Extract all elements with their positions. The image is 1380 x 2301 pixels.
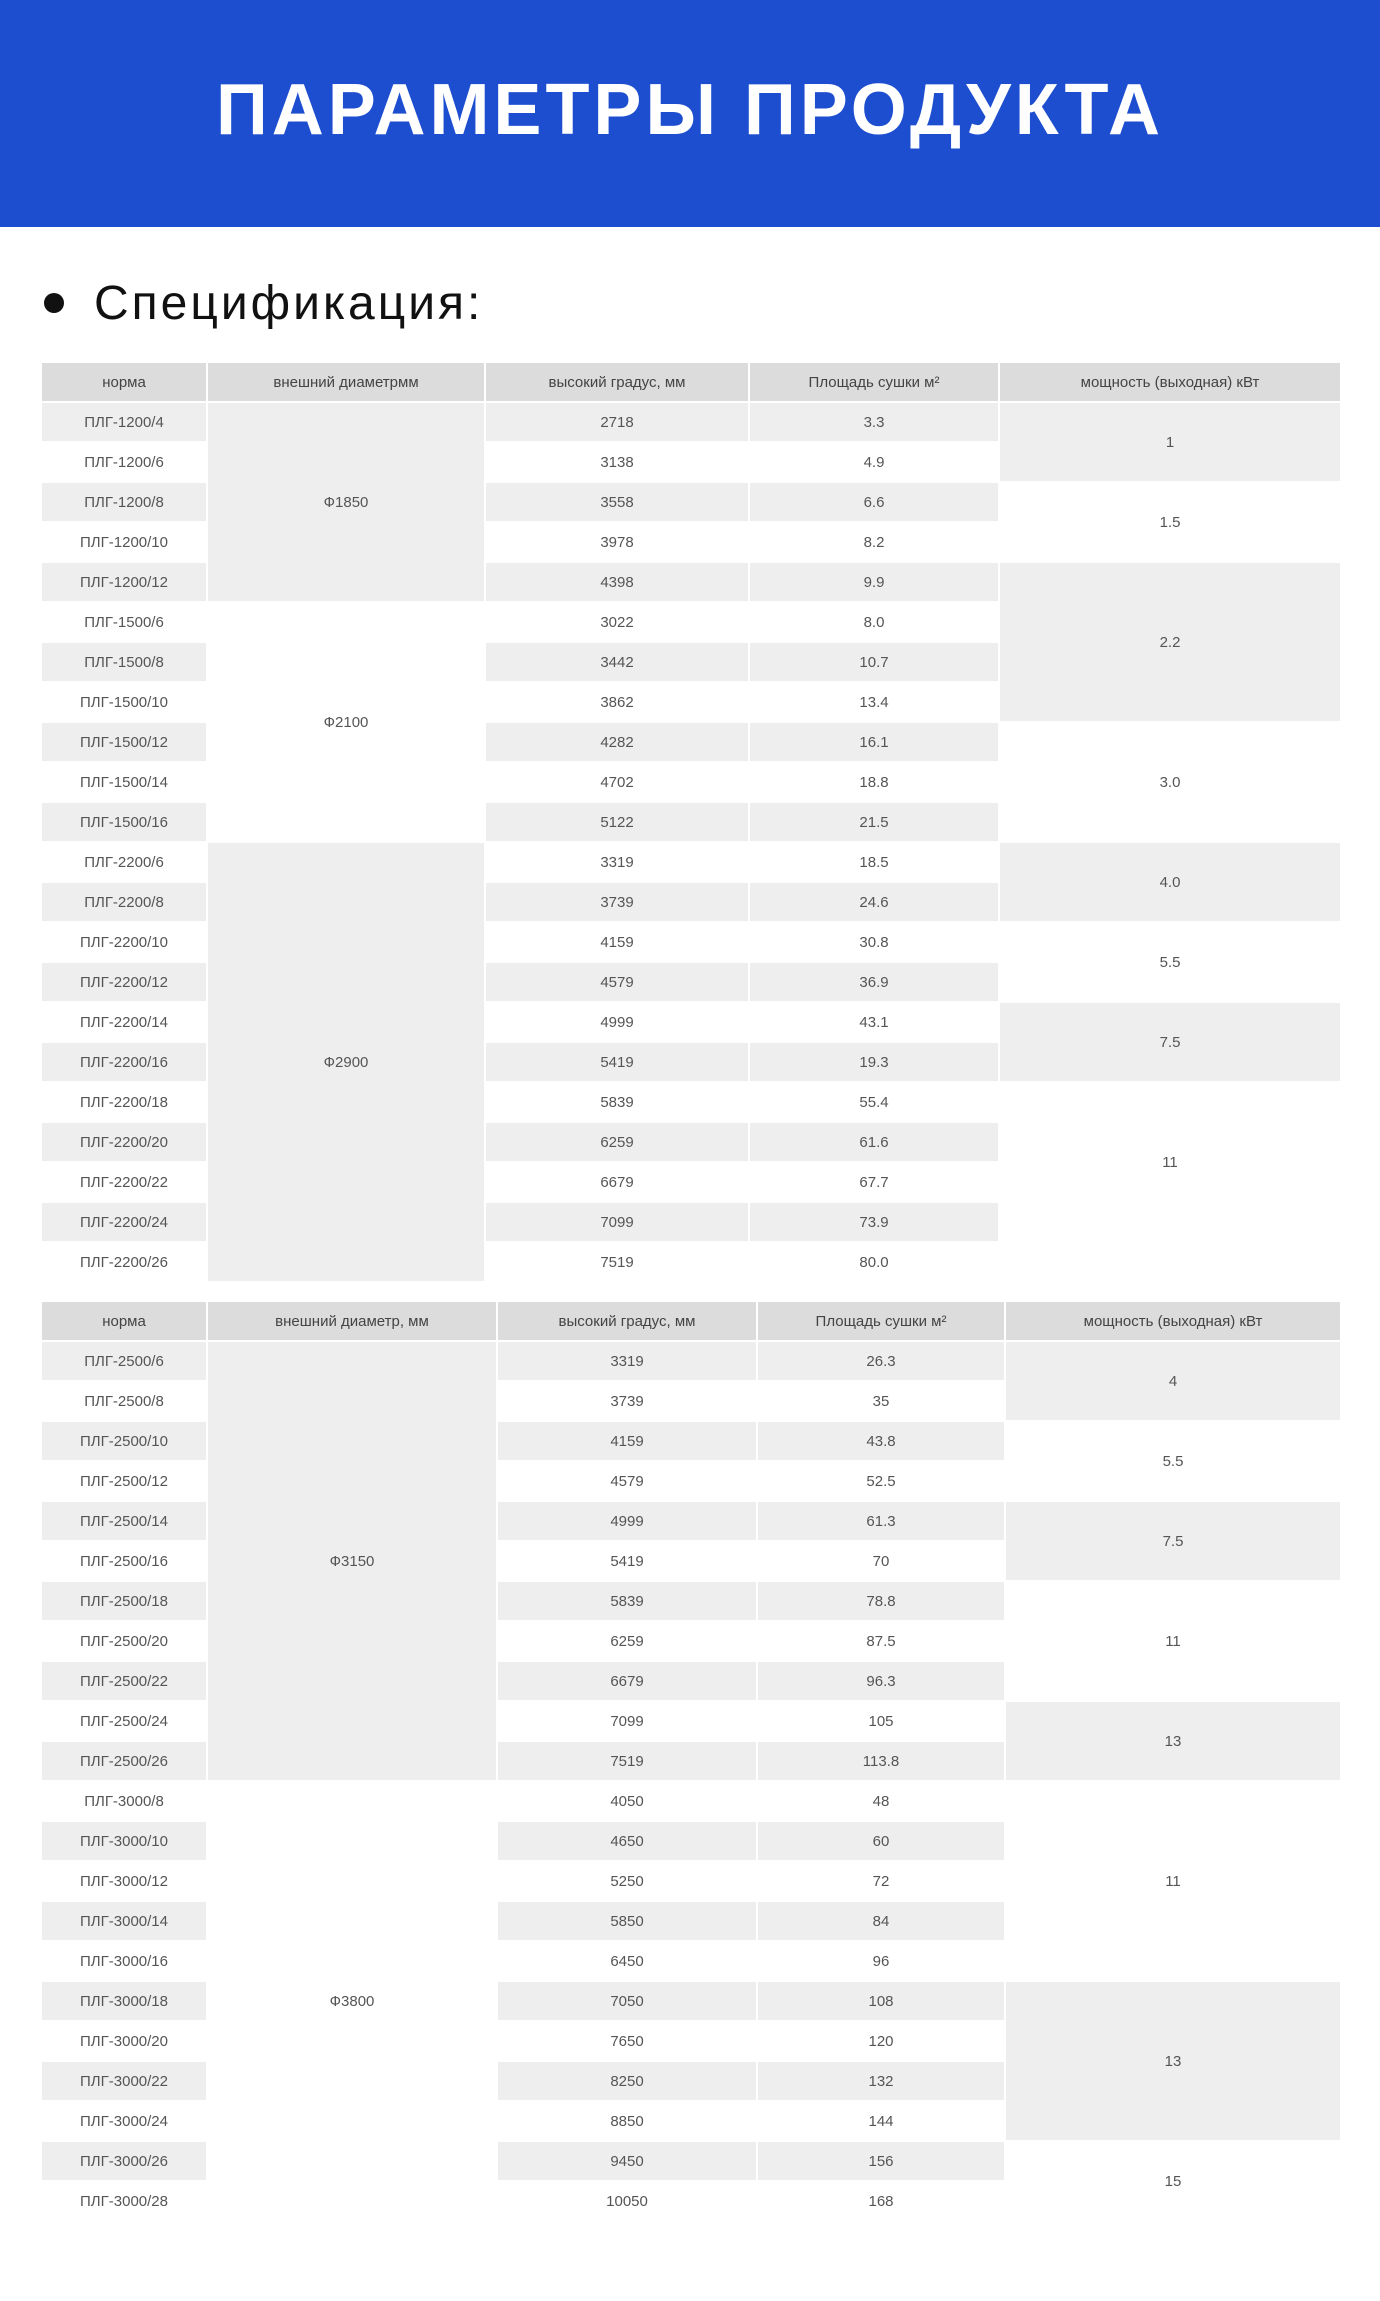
model-cell: ПЛГ-1500/12 [41, 722, 207, 762]
area-cell: 67.7 [749, 1162, 999, 1202]
height-cell: 3558 [485, 482, 749, 522]
header-power: мощность (выходная) кВт [1005, 1301, 1341, 1341]
header-area: Площадь сушки м² [749, 362, 999, 402]
area-cell: 8.2 [749, 522, 999, 562]
height-cell: 5839 [497, 1581, 757, 1621]
model-cell: ПЛГ-2200/24 [41, 1202, 207, 1242]
area-cell: 9.9 [749, 562, 999, 602]
model-cell: ПЛГ-3000/8 [41, 1781, 207, 1821]
area-cell: 26.3 [757, 1341, 1005, 1381]
area-cell: 132 [757, 2061, 1005, 2101]
power-cell: 5.5 [999, 922, 1341, 1002]
model-cell: ПЛГ-2500/24 [41, 1701, 207, 1741]
model-cell: ПЛГ-1500/6 [41, 602, 207, 642]
area-cell: 30.8 [749, 922, 999, 962]
model-cell: ПЛГ-2200/12 [41, 962, 207, 1002]
power-cell: 4 [1005, 1341, 1341, 1421]
power-cell: 11 [1005, 1581, 1341, 1701]
area-cell: 3.3 [749, 402, 999, 442]
area-cell: 96 [757, 1941, 1005, 1981]
model-cell: ПЛГ-1200/4 [41, 402, 207, 442]
height-cell: 2718 [485, 402, 749, 442]
area-cell: 108 [757, 1981, 1005, 2021]
area-cell: 16.1 [749, 722, 999, 762]
spec-table-1 [40, 361, 1342, 1283]
model-cell: ПЛГ-2500/10 [41, 1421, 207, 1461]
height-cell: 3978 [485, 522, 749, 562]
table-row [41, 1781, 1341, 1821]
model-cell: ПЛГ-3000/24 [41, 2101, 207, 2141]
model-cell: ПЛГ-2200/16 [41, 1042, 207, 1082]
header-diameter: внешний диаметр, мм [207, 1301, 497, 1341]
diameter-cell: Ф3800 [207, 1781, 497, 2221]
model-cell: ПЛГ-3000/26 [41, 2141, 207, 2181]
table-header-row [41, 1301, 1341, 1341]
model-cell: ПЛГ-3000/14 [41, 1901, 207, 1941]
model-cell: ПЛГ-2500/26 [41, 1741, 207, 1781]
model-cell: ПЛГ-3000/16 [41, 1941, 207, 1981]
model-cell: ПЛГ-3000/10 [41, 1821, 207, 1861]
height-cell: 10050 [497, 2181, 757, 2221]
area-cell: 120 [757, 2021, 1005, 2061]
spec-table-2 [40, 1300, 1342, 2222]
height-cell: 8850 [497, 2101, 757, 2141]
model-cell: ПЛГ-3000/12 [41, 1861, 207, 1901]
height-cell: 5850 [497, 1901, 757, 1941]
height-cell: 4999 [485, 1002, 749, 1042]
model-cell: ПЛГ-1500/10 [41, 682, 207, 722]
area-cell: 24.6 [749, 882, 999, 922]
height-cell: 3319 [485, 842, 749, 882]
model-cell: ПЛГ-1200/10 [41, 522, 207, 562]
height-cell: 4398 [485, 562, 749, 602]
diameter-cell: Ф1850 [207, 402, 485, 602]
power-cell: 13 [1005, 1701, 1341, 1781]
height-cell: 4999 [497, 1501, 757, 1541]
model-cell: ПЛГ-1500/8 [41, 642, 207, 682]
section-label: Спецификация: [94, 276, 484, 330]
model-cell: ПЛГ-3000/20 [41, 2021, 207, 2061]
area-cell: 72 [757, 1861, 1005, 1901]
height-cell: 4159 [497, 1421, 757, 1461]
model-cell: ПЛГ-1200/6 [41, 442, 207, 482]
height-cell: 5419 [497, 1541, 757, 1581]
area-cell: 52.5 [757, 1461, 1005, 1501]
model-cell: ПЛГ-2500/12 [41, 1461, 207, 1501]
page-title: ПАРАМЕТРЫ ПРОДУКТА [216, 69, 1164, 150]
table-header-row [41, 362, 1341, 402]
height-cell: 5250 [497, 1861, 757, 1901]
height-cell: 4579 [497, 1461, 757, 1501]
model-cell: ПЛГ-1500/14 [41, 762, 207, 802]
section-heading [44, 268, 483, 338]
model-cell: ПЛГ-2500/20 [41, 1621, 207, 1661]
table-row [41, 402, 1341, 442]
model-cell: ПЛГ-1200/8 [41, 482, 207, 522]
area-cell: 80.0 [749, 1242, 999, 1282]
area-cell: 55.4 [749, 1082, 999, 1122]
area-cell: 156 [757, 2141, 1005, 2181]
height-cell: 5122 [485, 802, 749, 842]
height-cell: 6259 [497, 1621, 757, 1661]
model-cell: ПЛГ-2500/14 [41, 1501, 207, 1541]
area-cell: 70 [757, 1541, 1005, 1581]
diameter-cell: Ф3150 [207, 1341, 497, 1781]
area-cell: 8.0 [749, 602, 999, 642]
height-cell: 3319 [497, 1341, 757, 1381]
height-cell: 7650 [497, 2021, 757, 2061]
model-cell: ПЛГ-2200/8 [41, 882, 207, 922]
area-cell: 78.8 [757, 1581, 1005, 1621]
height-cell: 3862 [485, 682, 749, 722]
page-banner [0, 0, 1380, 227]
height-cell: 5839 [485, 1082, 749, 1122]
height-cell: 3739 [485, 882, 749, 922]
height-cell: 4579 [485, 962, 749, 1002]
area-cell: 43.8 [757, 1421, 1005, 1461]
height-cell: 7099 [497, 1701, 757, 1741]
power-cell: 7.5 [1005, 1501, 1341, 1581]
power-cell: 15 [1005, 2141, 1341, 2221]
power-cell: 7.5 [999, 1002, 1341, 1082]
height-cell: 7099 [485, 1202, 749, 1242]
height-cell: 5419 [485, 1042, 749, 1082]
area-cell: 84 [757, 1901, 1005, 1941]
model-cell: ПЛГ-2200/20 [41, 1122, 207, 1162]
power-cell: 1 [999, 402, 1341, 482]
height-cell: 3138 [485, 442, 749, 482]
power-cell: 11 [1005, 1781, 1341, 1981]
area-cell: 35 [757, 1381, 1005, 1421]
header-power: мощность (выходная) кВт [999, 362, 1341, 402]
height-cell: 4159 [485, 922, 749, 962]
area-cell: 19.3 [749, 1042, 999, 1082]
model-cell: ПЛГ-1200/12 [41, 562, 207, 602]
area-cell: 87.5 [757, 1621, 1005, 1661]
model-cell: ПЛГ-2500/6 [41, 1341, 207, 1381]
area-cell: 10.7 [749, 642, 999, 682]
power-cell: 4.0 [999, 842, 1341, 922]
header-height: высокий градус, мм [485, 362, 749, 402]
diameter-cell: Ф2100 [207, 602, 485, 842]
model-cell: ПЛГ-2200/18 [41, 1082, 207, 1122]
height-cell: 6259 [485, 1122, 749, 1162]
area-cell: 73.9 [749, 1202, 999, 1242]
area-cell: 61.3 [757, 1501, 1005, 1541]
model-cell: ПЛГ-2200/10 [41, 922, 207, 962]
height-cell: 7519 [485, 1242, 749, 1282]
header-height: высокий градус, мм [497, 1301, 757, 1341]
area-cell: 21.5 [749, 802, 999, 842]
header-area: Площадь сушки м² [757, 1301, 1005, 1341]
height-cell: 4650 [497, 1821, 757, 1861]
area-cell: 18.8 [749, 762, 999, 802]
model-cell: ПЛГ-2500/8 [41, 1381, 207, 1421]
model-cell: ПЛГ-2500/18 [41, 1581, 207, 1621]
model-cell: ПЛГ-2200/22 [41, 1162, 207, 1202]
power-cell: 3.0 [999, 722, 1341, 842]
area-cell: 96.3 [757, 1661, 1005, 1701]
power-cell: 11 [999, 1082, 1341, 1242]
height-cell: 9450 [497, 2141, 757, 2181]
area-cell: 6.6 [749, 482, 999, 522]
height-cell: 6679 [497, 1661, 757, 1701]
model-cell: ПЛГ-3000/18 [41, 1981, 207, 2021]
height-cell: 6679 [485, 1162, 749, 1202]
model-cell: ПЛГ-1500/16 [41, 802, 207, 842]
area-cell: 60 [757, 1821, 1005, 1861]
power-cell: 13 [1005, 1981, 1341, 2141]
height-cell: 3442 [485, 642, 749, 682]
model-cell: ПЛГ-2500/22 [41, 1661, 207, 1701]
table-row [41, 1341, 1341, 1381]
model-cell: ПЛГ-2500/16 [41, 1541, 207, 1581]
height-cell: 3022 [485, 602, 749, 642]
diameter-cell: Ф2900 [207, 842, 485, 1282]
power-cell: 5.5 [1005, 1421, 1341, 1501]
area-cell: 168 [757, 2181, 1005, 2221]
height-cell: 6450 [497, 1941, 757, 1981]
table-row [41, 842, 1341, 882]
area-cell: 105 [757, 1701, 1005, 1741]
model-cell: ПЛГ-2200/6 [41, 842, 207, 882]
height-cell: 7050 [497, 1981, 757, 2021]
height-cell: 4282 [485, 722, 749, 762]
model-cell: ПЛГ-2200/14 [41, 1002, 207, 1042]
area-cell: 4.9 [749, 442, 999, 482]
header-diameter: внешний диаметрмм [207, 362, 485, 402]
header-model: норма [41, 1301, 207, 1341]
height-cell: 7519 [497, 1741, 757, 1781]
model-cell: ПЛГ-3000/28 [41, 2181, 207, 2221]
area-cell: 61.6 [749, 1122, 999, 1162]
model-cell: ПЛГ-3000/22 [41, 2061, 207, 2101]
area-cell: 48 [757, 1781, 1005, 1821]
area-cell: 144 [757, 2101, 1005, 2141]
bullet-icon [44, 293, 64, 313]
model-cell: ПЛГ-2200/26 [41, 1242, 207, 1282]
area-cell: 43.1 [749, 1002, 999, 1042]
area-cell: 13.4 [749, 682, 999, 722]
power-cell: 1.5 [999, 482, 1341, 562]
height-cell: 4702 [485, 762, 749, 802]
height-cell: 3739 [497, 1381, 757, 1421]
power-cell: 2.2 [999, 562, 1341, 722]
area-cell: 18.5 [749, 842, 999, 882]
area-cell: 36.9 [749, 962, 999, 1002]
header-model: норма [41, 362, 207, 402]
height-cell: 4050 [497, 1781, 757, 1821]
area-cell: 113.8 [757, 1741, 1005, 1781]
height-cell: 8250 [497, 2061, 757, 2101]
